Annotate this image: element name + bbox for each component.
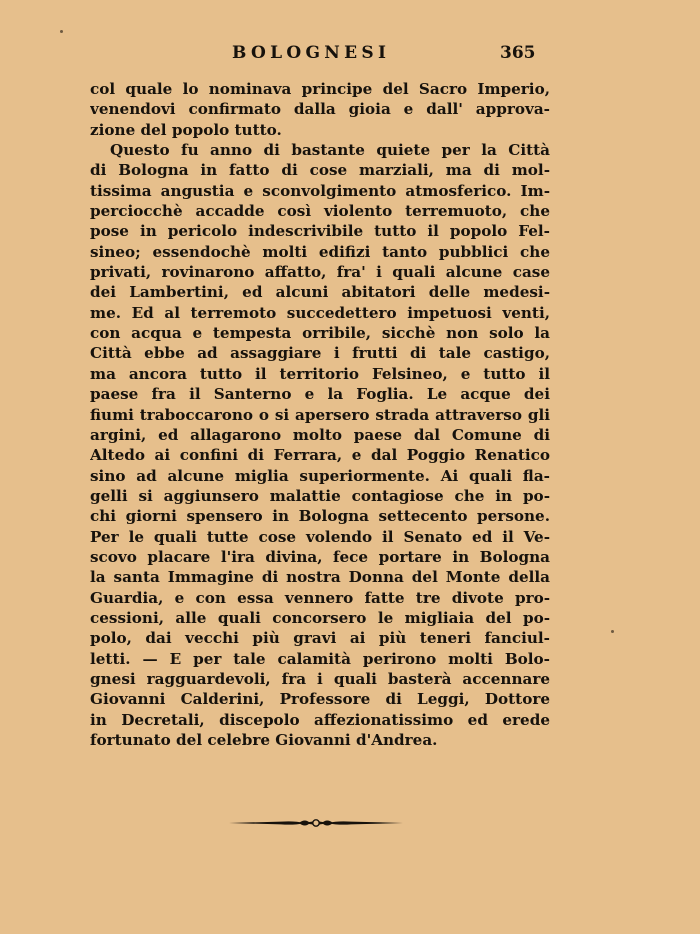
text-line: fortunato del celebre Giovanni d'Andrea. (90, 731, 438, 749)
ornamental-tailpiece-icon (226, 814, 406, 832)
text-line: Per le quali tutte cose volendo il Senato ed il Ve- (90, 527, 550, 546)
text-line: polo, dai vecchi più gravi ai più teneri fanciul- (90, 629, 550, 648)
running-title: BOLOGNESI (232, 43, 391, 63)
body-text (90, 79, 550, 750)
paragraph-first-line: Questo fu anno di bastante quiete per la Città (110, 141, 550, 160)
text-line: la santa Immagine di nostra Donna del Monte della (90, 568, 550, 587)
text-line: paese fra il Santerno e la Foglia. Le acque dei (90, 385, 550, 404)
text-line: cessioni, alle quali concorsero le migliaia del po- (90, 608, 550, 627)
text-line: con acqua e tempesta orribile, sicchè non solo la (90, 324, 550, 343)
text-line: letti. — E per tale calamità perirono molti Bolo- (90, 649, 550, 668)
text-line: venendovi confirmato dalla gioia e dall' approva- (90, 100, 550, 119)
text-line: gelli si aggiunsero malattie contagiose che in po- (90, 486, 550, 505)
text-line: Città ebbe ad assaggiare i frutti di tale castigo, (90, 344, 550, 363)
text-line: chi giorni spensero in Bologna settecento persone. (90, 507, 550, 526)
text-line: sino ad alcune miglia superiormente. Ai quali fla- (90, 466, 550, 485)
text-line: Guardia, e con essa vennero fatte tre divote pro- (90, 588, 550, 607)
text-line: perciocchè accadde così violento terremuoto, che (90, 202, 550, 221)
text-line: me. Ed al terremoto succedettero impetuosi venti, (90, 303, 550, 322)
text-line: col quale lo nominava principe del Sacro Imperio, (90, 80, 550, 98)
page-number: 365 (500, 43, 536, 63)
running-head (0, 41, 700, 65)
text-line: scovo placare l'ira divina, fece portare in Bologna (90, 547, 550, 566)
text-line: di Bologna in fatto di cose marziali, ma di mol- (90, 161, 550, 180)
text-line: gnesi ragguardevoli, fra i quali basterà accennare (90, 669, 550, 688)
text-line: tissima angustia e sconvolgimento atmosferico. Im- (90, 181, 550, 200)
text-line: dei Lambertini, ed alcuni abitatori delle medesi- (90, 283, 550, 302)
paper-speck (60, 30, 63, 33)
text-line: sineo; essendochè molti edifizi tanto pubblici che (90, 242, 550, 261)
text-line: in Decretali, discepolo affezionatissimo ed erede (90, 710, 550, 729)
text-line: pose in pericolo indescrivibile tutto il popolo Fel- (90, 222, 550, 241)
text-line: ma ancora tutto il territorio Felsineo, e tutto il (90, 364, 550, 383)
text-line: privati, rovinarono affatto, fra' i quali alcune case (90, 263, 550, 282)
text-line: argini, ed allagarono molto paese dal Comune di (90, 425, 550, 444)
text-line: Altedo ai confini di Ferrara, e dal Poggio Renatico (90, 446, 550, 465)
text-line: fiumi traboccarono o si apersero strada attraverso gli (90, 405, 550, 424)
text-line: zione del popolo tutto. (90, 120, 282, 139)
paper-speck (611, 630, 614, 633)
text-line: Giovanni Calderini, Professore di Leggi, Dottore (90, 690, 550, 709)
